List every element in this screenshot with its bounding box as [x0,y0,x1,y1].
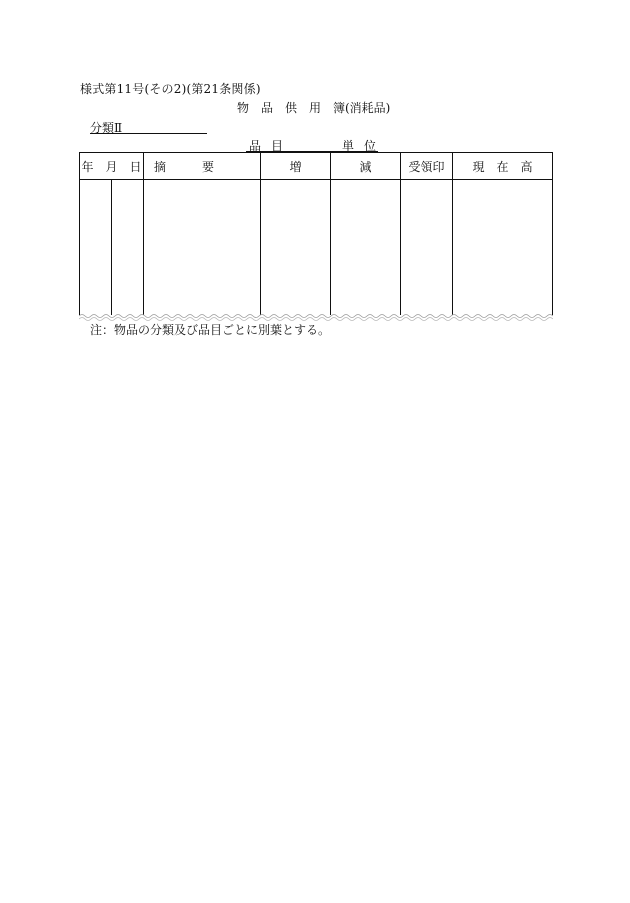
column-header-decrease: 減 [331,153,401,180]
column-header-current-stock: 現 在 高 [453,153,553,180]
item-label: 品目 [249,139,294,153]
footnote: 注：物品の分類及び品目ごとに別葉とする。 [90,323,331,337]
cell-summary [144,180,261,316]
cell-decrease [331,180,401,316]
column-header-receipt-seal: 受領印 [401,153,453,180]
classification-label: 分類Ⅱ [90,121,123,135]
ledger-entry-row [80,180,553,316]
form-reference: 様式第11号(その2)(第21条関係) [80,82,261,96]
cell-day [112,180,144,316]
item-unit-line [246,137,387,153]
classification-field [90,119,207,134]
ledger-table [79,152,553,315]
unit-label: 単位 [342,139,387,153]
cell-current-stock [453,180,553,316]
column-header-increase: 増 [261,153,331,180]
cell-receipt-seal [401,180,453,316]
document-title: 物 品 供 用 簿(消耗品) [237,101,391,115]
ledger-header-row [80,153,553,180]
cell-increase [261,180,331,316]
table-break-wavy-line [79,313,553,321]
column-header-date: 年 月 日 [80,153,144,180]
column-header-summary: 摘要 [144,153,261,180]
cell-month [80,180,112,316]
